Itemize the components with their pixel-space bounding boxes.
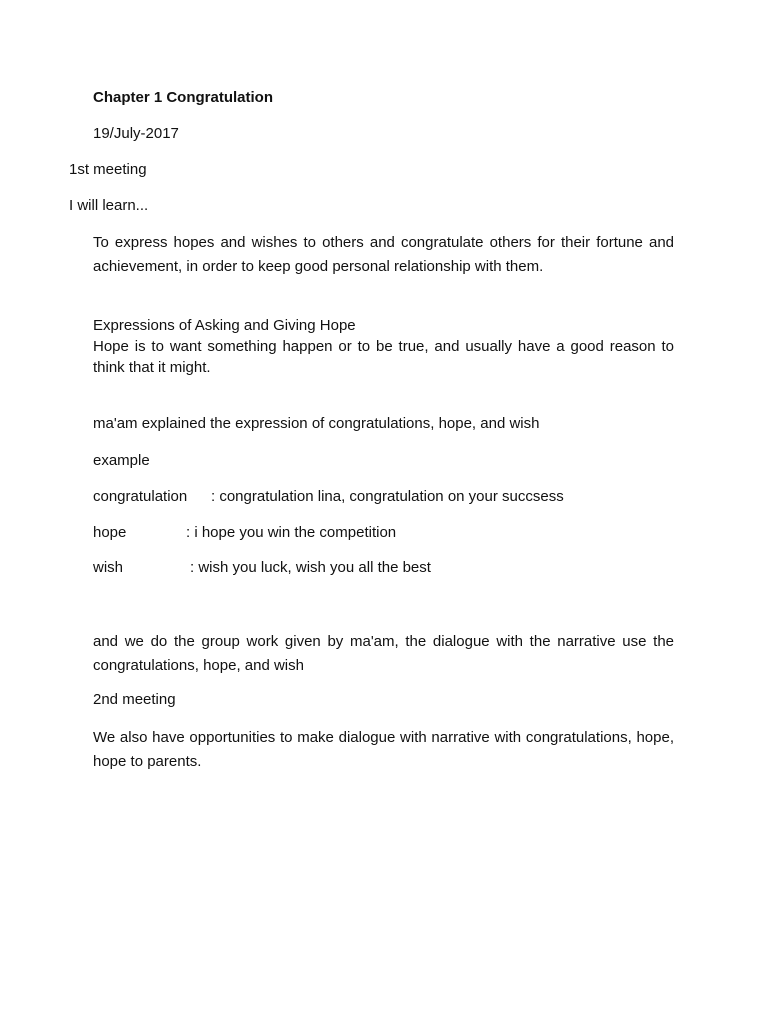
learn-paragraph: To express hopes and wishes to others and congratulate others for their fortune and achievement, in order to keep good personal relationship with them. [93, 234, 674, 275]
chapter-title: Chapter 1 Congratulation [93, 89, 274, 106]
example-term: wish [93, 559, 124, 576]
example-text: : wish you luck, wish you all the best [190, 559, 431, 576]
example-row-hope [93, 523, 396, 543]
example-row-wish [93, 558, 431, 578]
explained-line: ma'am explained the expression of congratulations, hope, and wish [93, 415, 540, 432]
example-text: : i hope you win the competition [186, 524, 397, 541]
meeting-2-heading: 2nd meeting [93, 691, 176, 708]
example-term: congratulation [93, 488, 188, 505]
example-row-congratulation [93, 487, 564, 507]
meeting-2-paragraph: We also have opportunities to make dialogue with narrative with congratulations, hope, hope to parents. [93, 729, 674, 770]
example-label: example [93, 452, 150, 469]
example-term: hope [93, 524, 127, 541]
example-text: : congratulation lina, congratulation on your succsess [211, 488, 564, 505]
expressions-heading: Expressions of Asking and Giving Hope [93, 317, 356, 334]
group-work-paragraph: and we do the group work given by ma'am, the dialogue with the narrative use the congratulations, hope, and wish [93, 633, 674, 674]
learn-heading: I will learn... [69, 197, 149, 214]
meeting-1-heading: 1st meeting [69, 161, 147, 178]
hope-definition: Hope is to want something happen or to be true, and usually have a good reason to think that it might. [93, 338, 674, 376]
date-line: 19/July-2017 [93, 125, 179, 142]
